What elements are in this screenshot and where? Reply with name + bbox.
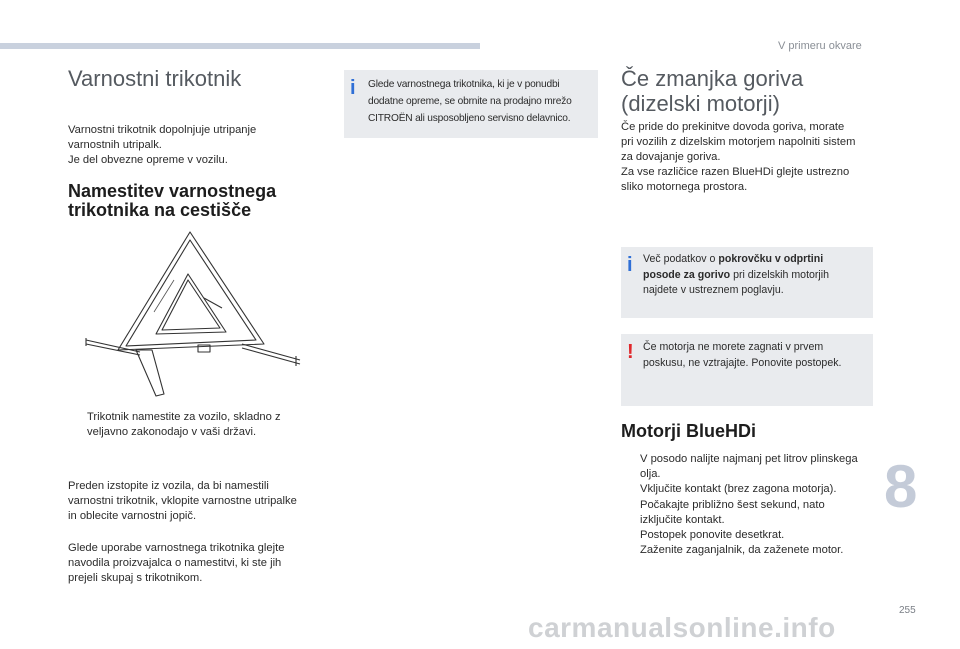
list-item — [68, 410, 338, 440]
paragraph-line: prejeli skupaj s trikotnikom. — [68, 572, 203, 584]
paragraph-line: Za vse različice razen BlueHDi glejte ustrezno — [621, 166, 850, 178]
warning-line: Če motorja ne morete zagnati v prvem — [643, 341, 824, 353]
fuel-section-title — [621, 66, 803, 116]
paragraph-line: za dovajanje goriva. — [621, 151, 721, 163]
warning-line: poskusu, ne vztrajajte. Ponovite postopek. — [643, 356, 842, 369]
note-line: CITROËN ali usposobljeno servisno delavnico. — [368, 113, 571, 124]
fuel-cap-info-box — [621, 247, 873, 318]
step-line: olja. — [640, 468, 661, 481]
page-number: 255 — [899, 605, 916, 616]
note-text — [368, 76, 572, 127]
paragraph-line: in oblecite varnostni jopič. — [68, 510, 197, 522]
reflector-line — [154, 280, 174, 312]
heading-line: Namestitev varnostnega — [68, 181, 277, 201]
accessory-note-box — [344, 70, 598, 138]
intro-line: Varnostni trikotnik dopolnjuje utripanje — [68, 124, 257, 136]
info-line — [643, 252, 829, 268]
right-leg-edge — [242, 348, 300, 364]
page-title: Varnostni trikotnik — [68, 66, 242, 91]
title-line: (dizelski motorji) — [621, 91, 780, 116]
step-line: Vključite kontakt (brez zagona motorja). — [640, 483, 837, 496]
paragraph-line: navodila proizvajalca o namestitvi, ki ste jih — [68, 557, 282, 569]
paragraph-line: Glede uporabe varnostnega trikotnika glejte — [68, 542, 285, 554]
start-warning-box — [621, 334, 873, 406]
placement-instructions — [68, 410, 338, 440]
watermark: carmanualsonline.info — [528, 612, 836, 643]
paragraph-line: pri vozilih z dizelskim motorjem napolniti sistem — [621, 136, 856, 148]
list-item — [621, 498, 883, 528]
hazard-lights-paragraph — [68, 479, 338, 524]
intro-paragraph — [68, 123, 328, 168]
info-icon: i — [350, 77, 356, 99]
front-leg — [136, 350, 164, 396]
header-accent-bar — [0, 43, 480, 49]
bullet-line: Trikotnik namestite za vozilo, skladno z — [87, 411, 281, 423]
paragraph-line: Če pride do prekinitve dovoda goriva, morate — [621, 121, 845, 133]
manufacturer-instructions-paragraph — [68, 541, 338, 586]
paragraph-line: varnostni trikotnik, vklopite varnostne utripalke — [68, 495, 297, 507]
info-text — [643, 252, 829, 299]
warning-icon: ! — [627, 341, 634, 363]
intro-line: Je del obvezne opreme v vozilu. — [68, 154, 228, 166]
info-text-run: Več podatkov o — [643, 253, 719, 265]
chapter-number: 8 — [884, 453, 918, 520]
list-item — [621, 452, 883, 482]
step-line: izključite kontakt. — [640, 513, 725, 526]
step-line: Počakajte približno šest sekund, nato — [640, 498, 825, 511]
note-line: dodatne opreme, se obrnite na prodajno mrežo — [368, 96, 572, 107]
paragraph-line: sliko motornega prostora. — [621, 181, 748, 193]
section-heading-placement — [68, 182, 276, 220]
triangle-outer — [118, 232, 264, 350]
info-keyword: posode za gorivo — [643, 268, 731, 281]
note-line: Glede varnostnega trikotnika, ki je v ponudbi — [368, 79, 560, 90]
warning-text — [643, 340, 841, 371]
triangle-inner-edge — [162, 280, 220, 330]
info-line — [643, 268, 829, 284]
right-leg — [242, 344, 300, 360]
fuel-intro-paragraph — [621, 120, 881, 195]
step-line: Zaženite zaganjalnik, da zaženete motor. — [640, 544, 844, 557]
list-item — [621, 482, 883, 497]
paragraph-line: Preden izstopite iz vozila, da bi namestili — [68, 480, 269, 492]
heading-line: trikotnika na cestišče — [68, 200, 252, 220]
warning-triangle-illustration — [82, 228, 312, 398]
title-line: Če zmanjka goriva — [621, 66, 804, 91]
bullet-line: veljavno zakonodajo v vaši državi. — [87, 426, 257, 439]
info-text-run: pri dizelskih motorjih — [730, 268, 830, 281]
bluehdi-heading: Motorji BlueHDi — [621, 421, 756, 441]
list-item — [621, 528, 883, 543]
info-line: najdete v ustreznem poglavju. — [643, 284, 784, 296]
bluehdi-steps — [621, 452, 883, 558]
step-line: Postopek ponovite desetkrat. — [640, 529, 785, 542]
triangle-outer-inner — [126, 240, 256, 346]
info-keyword: pokrovčku v odprtini — [718, 253, 824, 265]
intro-line: varnostnih utripalk. — [68, 139, 162, 151]
info-icon: i — [627, 254, 633, 276]
step-line: V posodo nalijte najmanj pet litrov plinskega — [640, 453, 858, 465]
section-label: V primeru okvare — [778, 40, 862, 52]
list-item — [621, 543, 883, 558]
